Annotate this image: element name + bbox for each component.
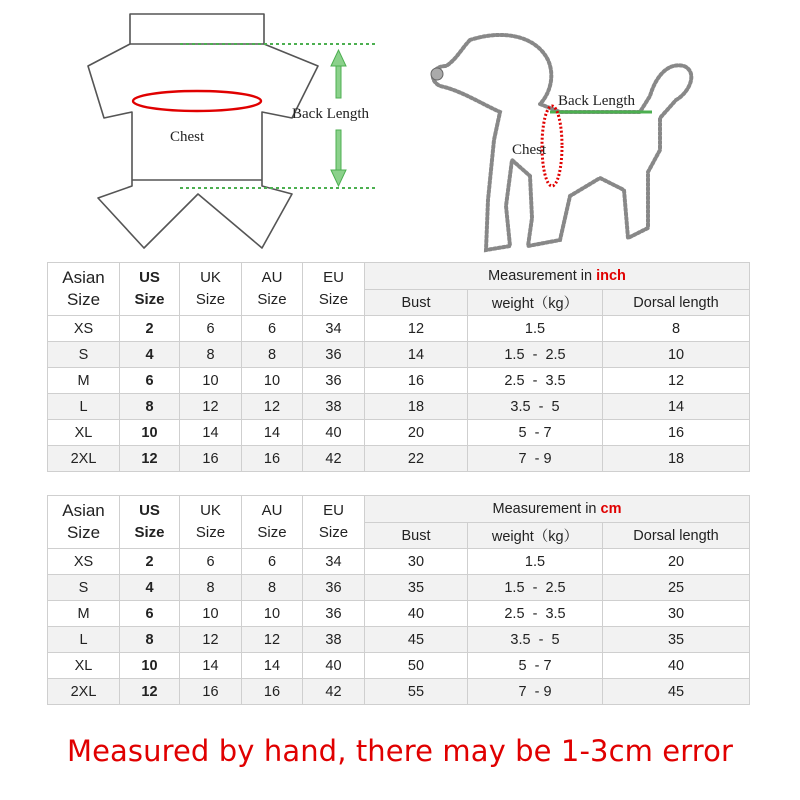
- measurement-error-note: Measured by hand, there may be 1-3cm error: [66, 734, 734, 768]
- weight-cell: 3.5 - 5: [468, 627, 603, 653]
- au-size-header: AU Size: [242, 263, 303, 316]
- asian-size-header: Asian Size: [48, 263, 120, 316]
- us-size-header: US Size: [120, 263, 180, 316]
- bust-header: Bust: [365, 523, 468, 549]
- dorsal-length-cell: 16: [603, 420, 750, 446]
- weight-cell: 5 - 7: [468, 420, 603, 446]
- table-row: [48, 394, 750, 420]
- eu-size-cell: 36: [303, 368, 365, 394]
- asian-size-cell: 2XL: [48, 446, 120, 472]
- table-row: [48, 342, 750, 368]
- bust-cell: 45: [365, 627, 468, 653]
- us-size-cell: 2: [120, 316, 180, 342]
- dorsal-length-cell: 8: [603, 316, 750, 342]
- dorsal-length-cell: 12: [603, 368, 750, 394]
- au-size-cell: 8: [242, 342, 303, 368]
- us-size-cell: 8: [120, 627, 180, 653]
- weight-cell: 1.5 - 2.5: [468, 575, 603, 601]
- us-size-cell: 10: [120, 420, 180, 446]
- eu-size-cell: 36: [303, 342, 365, 368]
- dorsal-length-header: Dorsal length: [603, 523, 750, 549]
- weight-cell: 2.5 - 3.5: [468, 601, 603, 627]
- asian-size-cell: S: [48, 342, 120, 368]
- uk-size-cell: 16: [180, 446, 242, 472]
- bust-cell: 50: [365, 653, 468, 679]
- dorsal-length-cell: 10: [603, 342, 750, 368]
- au-size-cell: 14: [242, 420, 303, 446]
- weight-cell: 3.5 - 5: [468, 394, 603, 420]
- bust-cell: 14: [365, 342, 468, 368]
- asian-size-cell: M: [48, 368, 120, 394]
- dog-illustration: [433, 35, 691, 250]
- au-size-cell: 8: [242, 575, 303, 601]
- bust-cell: 35: [365, 575, 468, 601]
- us-size-header: US Size: [120, 496, 180, 549]
- asian-size-cell: M: [48, 601, 120, 627]
- dorsal-length-cell: 40: [603, 653, 750, 679]
- weight-cell: 7 - 9: [468, 446, 603, 472]
- asian-size-cell: S: [48, 575, 120, 601]
- us-size-cell: 4: [120, 575, 180, 601]
- table-row: [48, 575, 750, 601]
- us-size-cell: 2: [120, 549, 180, 575]
- bust-cell: 12: [365, 316, 468, 342]
- weight-header: weight（kg）: [468, 523, 603, 549]
- eu-size-header: EU Size: [303, 263, 365, 316]
- table-row: [48, 316, 750, 342]
- eu-size-cell: 34: [303, 549, 365, 575]
- au-size-cell: 10: [242, 368, 303, 394]
- dorsal-length-header: Dorsal length: [603, 290, 750, 316]
- table-row: [48, 446, 750, 472]
- au-size-cell: 10: [242, 601, 303, 627]
- dorsal-length-cell: 35: [603, 627, 750, 653]
- bust-cell: 22: [365, 446, 468, 472]
- eu-size-cell: 34: [303, 316, 365, 342]
- table-row: [48, 368, 750, 394]
- us-size-cell: 8: [120, 394, 180, 420]
- us-size-cell: 10: [120, 653, 180, 679]
- uk-size-header: UK Size: [180, 496, 242, 549]
- uk-size-cell: 14: [180, 653, 242, 679]
- weight-cell: 2.5 - 3.5: [468, 368, 603, 394]
- measurement-unit-header: Measurement in cm: [365, 496, 750, 523]
- asian-size-cell: L: [48, 627, 120, 653]
- dog-chest-label: Chest: [512, 142, 547, 158]
- au-size-cell: 6: [242, 316, 303, 342]
- unit-label: inch: [596, 268, 626, 284]
- asian-size-cell: L: [48, 394, 120, 420]
- bust-cell: 20: [365, 420, 468, 446]
- uk-size-cell: 6: [180, 549, 242, 575]
- au-size-header: AU Size: [242, 496, 303, 549]
- au-size-cell: 6: [242, 549, 303, 575]
- uk-size-cell: 12: [180, 627, 242, 653]
- table-row: [48, 627, 750, 653]
- au-size-cell: 16: [242, 679, 303, 705]
- bust-cell: 30: [365, 549, 468, 575]
- eu-size-cell: 36: [303, 575, 365, 601]
- table-row: [48, 601, 750, 627]
- au-size-cell: 14: [242, 653, 303, 679]
- uk-size-cell: 8: [180, 342, 242, 368]
- asian-size-cell: XS: [48, 549, 120, 575]
- shirt-chest-label: Chest: [170, 129, 205, 145]
- eu-size-cell: 38: [303, 394, 365, 420]
- dorsal-length-cell: 45: [603, 679, 750, 705]
- eu-size-cell: 38: [303, 627, 365, 653]
- table-row: [48, 679, 750, 705]
- table-row: [48, 653, 750, 679]
- weight-cell: 1.5: [468, 549, 603, 575]
- bust-header: Bust: [365, 290, 468, 316]
- dog-back-length-label: Back Length: [558, 93, 636, 109]
- asian-size-cell: XL: [48, 653, 120, 679]
- shirt-back-length-label: Back Length: [292, 106, 370, 122]
- uk-size-cell: 8: [180, 575, 242, 601]
- us-size-cell: 4: [120, 342, 180, 368]
- us-size-cell: 12: [120, 446, 180, 472]
- dorsal-length-cell: 14: [603, 394, 750, 420]
- uk-size-cell: 10: [180, 368, 242, 394]
- weight-cell: 1.5 - 2.5: [468, 342, 603, 368]
- dorsal-length-cell: 18: [603, 446, 750, 472]
- eu-size-cell: 40: [303, 420, 365, 446]
- dog-nose: [431, 68, 443, 80]
- us-size-cell: 6: [120, 368, 180, 394]
- measurement-diagram: [0, 0, 800, 262]
- unit-label: cm: [600, 501, 622, 517]
- asian-size-cell: XS: [48, 316, 120, 342]
- uk-size-cell: 14: [180, 420, 242, 446]
- uk-size-cell: 12: [180, 394, 242, 420]
- eu-size-cell: 42: [303, 679, 365, 705]
- bust-cell: 16: [365, 368, 468, 394]
- au-size-cell: 12: [242, 627, 303, 653]
- us-size-cell: 12: [120, 679, 180, 705]
- au-size-cell: 12: [242, 394, 303, 420]
- uk-size-cell: 16: [180, 679, 242, 705]
- size-table-inch: [47, 262, 750, 472]
- dorsal-length-cell: 25: [603, 575, 750, 601]
- bust-cell: 55: [365, 679, 468, 705]
- bust-cell: 40: [365, 601, 468, 627]
- weight-cell: 7 - 9: [468, 679, 603, 705]
- dorsal-length-cell: 30: [603, 601, 750, 627]
- asian-size-cell: XL: [48, 420, 120, 446]
- dorsal-length-cell: 20: [603, 549, 750, 575]
- bust-cell: 18: [365, 394, 468, 420]
- eu-size-cell: 42: [303, 446, 365, 472]
- us-size-cell: 6: [120, 601, 180, 627]
- eu-size-header: EU Size: [303, 496, 365, 549]
- uk-size-cell: 10: [180, 601, 242, 627]
- table-row: [48, 549, 750, 575]
- measurement-unit-header: Measurement in inch: [365, 263, 750, 290]
- asian-size-header: Asian Size: [48, 496, 120, 549]
- weight-cell: 1.5: [468, 316, 603, 342]
- size-table-cm: [47, 495, 750, 705]
- uk-size-header: UK Size: [180, 263, 242, 316]
- weight-cell: 5 - 7: [468, 653, 603, 679]
- weight-header: weight（kg）: [468, 290, 603, 316]
- eu-size-cell: 36: [303, 601, 365, 627]
- asian-size-cell: 2XL: [48, 679, 120, 705]
- au-size-cell: 16: [242, 446, 303, 472]
- eu-size-cell: 40: [303, 653, 365, 679]
- uk-size-cell: 6: [180, 316, 242, 342]
- table-row: [48, 420, 750, 446]
